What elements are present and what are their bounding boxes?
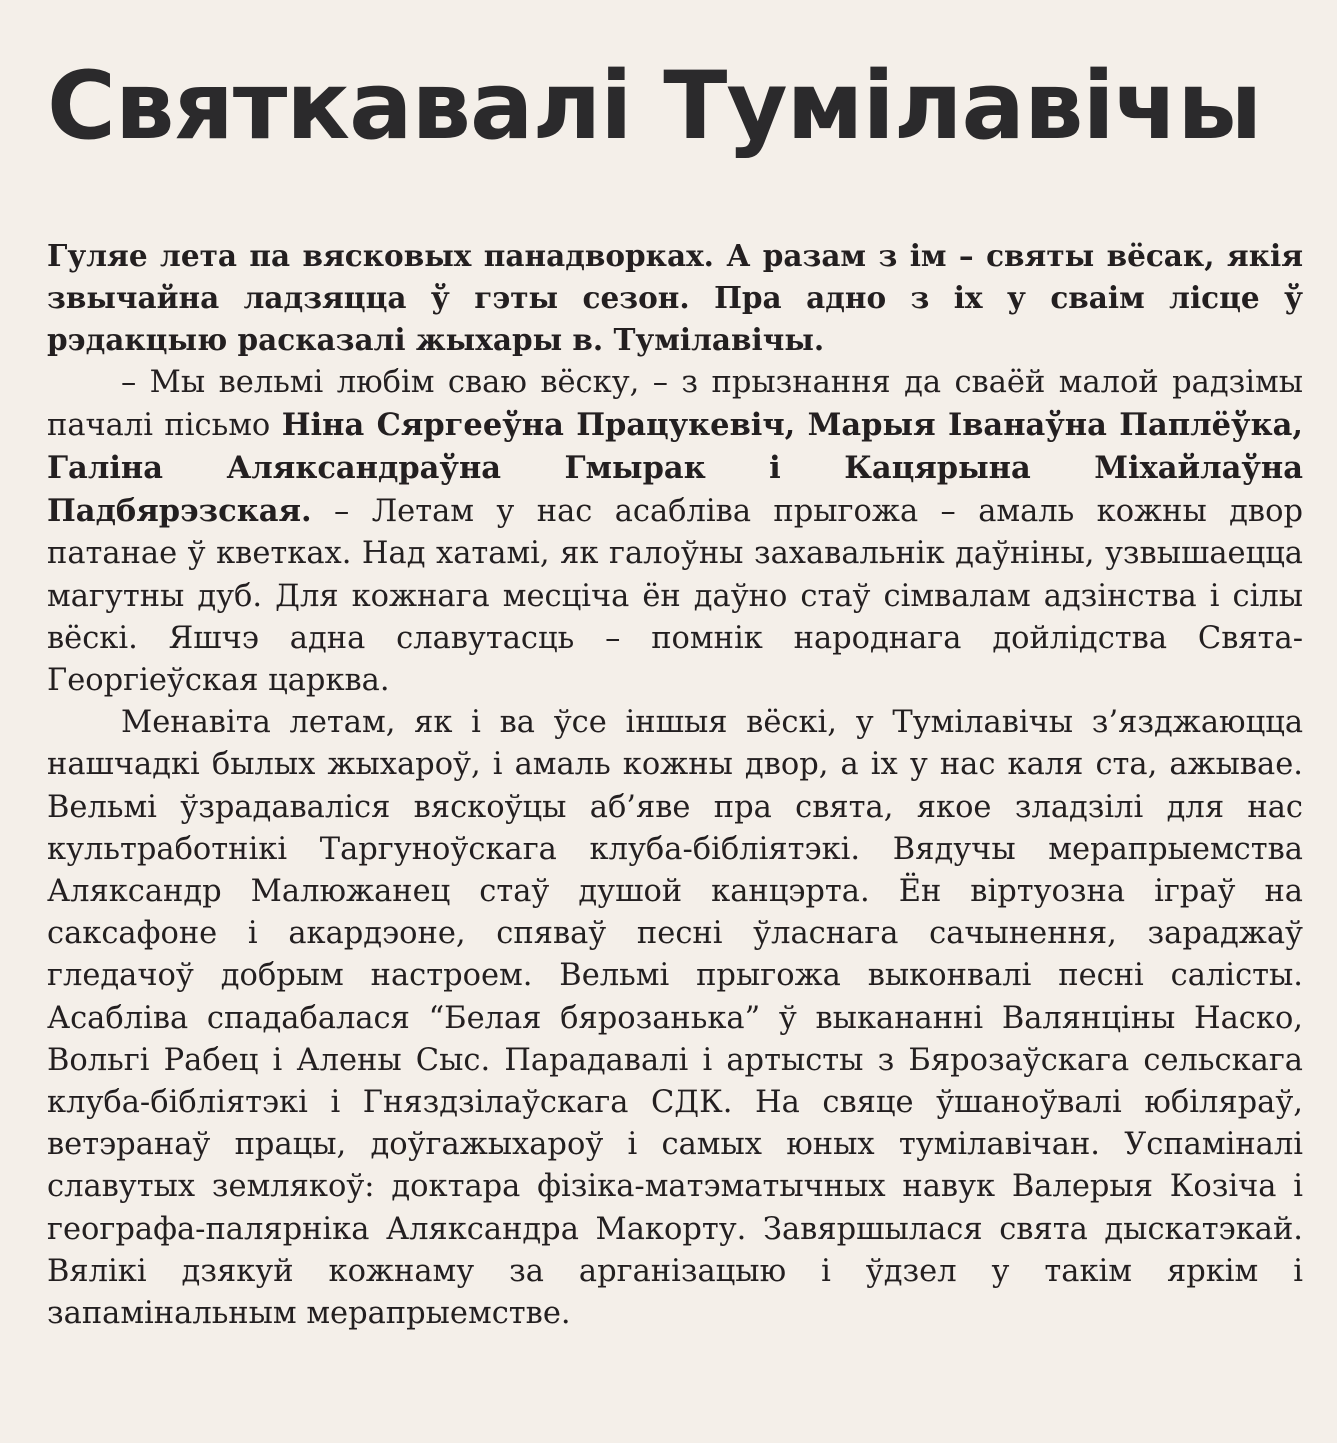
paragraph-1-intro: – Мы вельмі любім сваю вёску, – з прызнання да сваёй малой радзімы пачалі пісьмо [47,364,1303,443]
letter-authors: Ніна Сяргееўна Працукевіч, Марыя Іванаўна Паплёўка, Галіна Аляксандраўна Гмырак і Кацярына Міхайлаўна Падбярэзская. [47,406,1303,530]
lead-paragraph: Гуляе лета па вясковых панадворках. А разам з ім – святы вёсак, якія звычайна ладзяцца ў гэты сезон. Пра адно з іх у сваім лісце ў рэдакцыю расказалі жыхары в. Тумілавічы. [47,238,1303,358]
paragraph-2: Менавіта летам, як і ва ўсе іншыя вёскі, у Тумілавічы з’язджаюцца нашчадкі былых жыхароў, і амаль кожны двор, а іх у нас каля ста, ажывае. Вельмі ўзрадаваліся вяскоўцы аб’яве пра свята, якое зладзілі для нас культработнікі Таргуноўскага клуба-бібліятэкі. Вядучы мерапрыемства Аляксандр Малюжанец стаў душой канцэрта. Ён віртуозна іграў на саксафоне і акардэоне, спяваў песні ўласнага сачынення, зараджаў гледачоў добрым настроем. Вельмі прыгожа выконвалі песні салісты. Асабліва спадабалася “Белая бярозанька” ў выкананні Валянціны Наско, Вольгі Рабец і Алены Сыс. Парадавалі і артысты з Бярозаўскага сельскага клуба-бібліятэкі і Гняздзілаўскага СДК. На свяце ўшаноўвалі юбіляраў, ветэранаў працы, доўгажыхароў і самых юных тумілавічан. Успаміналі славутых землякоў: доктара фізіка-матэматычных навук Валерыя Козіча і географа-палярніка Аляксандра Макорту. Завяршылася свята дыскатэкай. Вялікі дзякуй кожнаму за арганізацыю і ўдзел у такім яркім і запамінальным мерапрыемстве. [47,705,1303,1332]
paragraph-1-rest: – Летам у нас асабліва прыгожа – амаль кожны двор патанае ў кветках. Над хатамі, як галоўны захавальнік даўніны, узвышаецца магутны дуб. Для кожнага месціча ён даўно стаў сімвалам адзінства і сілы вёскі. Яшчэ адна славутасць – помнік народнага дойлідства Свята-Георгіеўская царква. [47,494,1303,699]
article-body [47,235,1303,1335]
headline: Святкавалі Тумілавічы [47,52,1262,161]
paragraph-1 [47,362,1303,703]
